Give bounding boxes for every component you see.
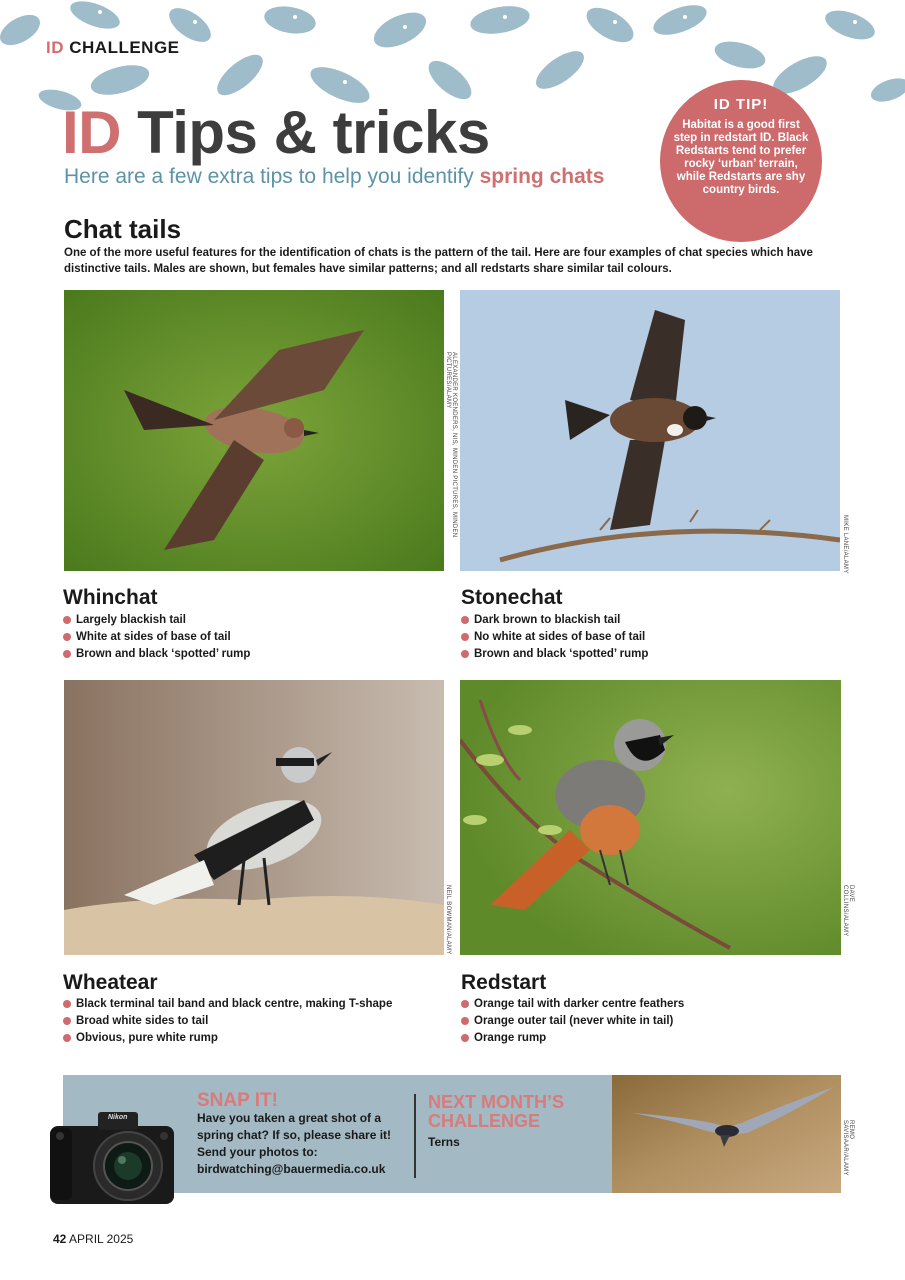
list-item: Orange outer tail (never white in tail) [461, 1013, 841, 1030]
stonechat-photo [460, 290, 840, 571]
wheatear-photo [64, 680, 444, 955]
redstart-facts [461, 996, 841, 1047]
id-tip-badge [660, 80, 822, 242]
tern-photo [612, 1075, 841, 1193]
title-accent: ID [62, 99, 121, 166]
section-intro: One of the more useful features for the identification of chats is the pattern of the tail. Here are four examples of chat species which have distinctive tails. Males are shown, but females have similar patterns; and all redstarts share similar tail colours. [64, 247, 813, 275]
stonechat-facts [461, 612, 831, 663]
next-month-heading: NEXT MONTH’S CHALLENGE [428, 1092, 565, 1131]
camera-brand-label: Nikon [108, 1114, 128, 1121]
list-item: No white at sides of base of tail [461, 629, 831, 646]
subtitle-highlight: spring chats [479, 165, 605, 188]
snap-it-heading: SNAP IT! [197, 1090, 278, 1111]
title-text: Tips & tricks [137, 99, 490, 166]
id-tip-body: Habitat is a good first step in redstart ID. Black Redstarts tend to prefer rocky ‘urban’ terrain, while Redstarts are shy country birds. [673, 119, 809, 196]
tern-photo-credit: REMO SAVISAAR/ALAMY [842, 1120, 854, 1176]
camera-illustration [46, 1108, 176, 1206]
issue-date: APRIL 2025 [69, 1232, 134, 1246]
snap-it-text: Have you taken a great shot of a spring chat? If so, please share it! Send your photos to: birdwatching@bauermedia.co.uk [197, 1111, 392, 1176]
whinchat-photo-credit: ALEXANDER KOENDERS, NIS, MINDEN PICTURES, MINDEN PICTURES/ALAMY [445, 352, 457, 538]
page-footer [53, 1232, 133, 1246]
subtitle-lead: Here are a few extra tips to help you identify [64, 165, 474, 188]
list-item: Black terminal tail band and black centre, making T-shape [63, 996, 443, 1013]
list-item: Orange rump [461, 1030, 841, 1047]
list-item: White at sides of base of tail [63, 629, 433, 646]
list-item: Orange tail with darker centre feathers [461, 996, 841, 1013]
wheatear-photo-credit: NEIL BOWMAN/ALAMY [445, 885, 451, 955]
list-item: Obvious, pure white rump [63, 1030, 443, 1047]
whinchat-facts [63, 612, 433, 663]
list-item: Brown and black ‘spotted’ rump [63, 646, 433, 663]
list-item: Broad white sides to tail [63, 1013, 443, 1030]
page-number: 42 [53, 1232, 67, 1246]
list-item: Dark brown to blackish tail [461, 612, 831, 629]
kicker-text: CHALLENGE [69, 38, 180, 57]
redstart-photo [460, 680, 841, 955]
wheatear-facts [63, 996, 443, 1047]
panel-divider [414, 1094, 416, 1178]
section-heading: Chat tails [64, 214, 182, 244]
kicker-accent: ID [46, 38, 64, 57]
page-subtitle [64, 165, 604, 189]
section-kicker [46, 38, 180, 58]
stonechat-photo-credit: MIKE LANE/ALAMY [842, 515, 848, 574]
next-month-text: Terns [428, 1135, 460, 1149]
whinchat-heading: Whinchat [63, 586, 158, 609]
whinchat-photo [64, 290, 444, 571]
id-tip-heading: ID TIP! [713, 96, 769, 113]
list-item: Largely blackish tail [63, 612, 433, 629]
list-item: Brown and black ‘spotted’ rump [461, 646, 831, 663]
redstart-heading: Redstart [461, 971, 547, 994]
wheatear-heading: Wheatear [63, 971, 158, 994]
redstart-photo-credit: DAVE COLLINS/ALAMY [842, 885, 854, 937]
page-title [62, 98, 490, 168]
stonechat-heading: Stonechat [461, 586, 563, 609]
